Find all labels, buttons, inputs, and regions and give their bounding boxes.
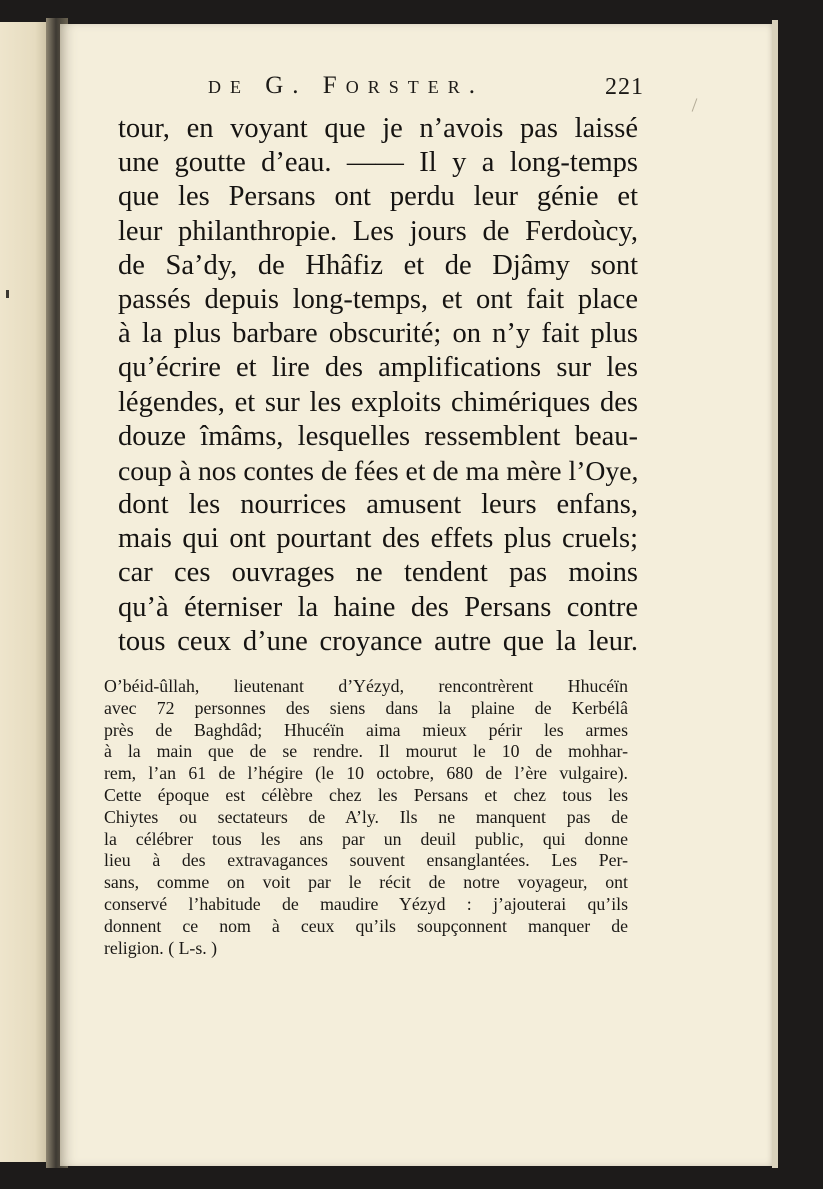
footnote-line: O’béid-ûllah, lieutenant d’Yézyd, rencontrèrent Hhucéïn [104,676,628,696]
footnote-line: avec 72 personnes des siens dans la plaine de Kerbélâ [104,697,628,718]
text-line: tous ceux d’une croyance autre que la leur. [118,625,638,657]
facing-page-edge [0,22,50,1162]
footnote-line: donnent ce nom à ceux qu’ils soupçonnent manquer de [104,915,628,936]
text-line: dont les nourrices amusent leurs enfans, [118,489,638,521]
text-line: leur philanthropie. Les jours de Ferdoùcy, [118,215,638,247]
footnote-line: sans, comme on voit par le récit de notre voyageur, ont [104,872,628,893]
text-line: passés depuis long-temps, et ont fait place [118,283,638,315]
stray-ink-mark [6,290,9,298]
footnote-line: la célébrer tous les ans par un deuil public, qui donne [104,828,628,849]
footnote-line: Chiytes ou sectateurs de A’ly. Ils ne manquent pas de [104,806,628,827]
page-edge-right [772,20,778,1168]
text-line: à la plus barbare obscurité; on n’y fait plus [118,318,638,350]
text-line: coup à nos contes de fées et de ma mère l’Oye, [118,454,639,486]
footnote-line: à la main que de se rendre. Il mourut le 10 de mohhar- [104,741,628,762]
page-number: 221 [605,74,644,100]
footnote-line: conservé l’habitude de maudire Yézyd : j’ajouterai qu’ils [104,893,628,914]
running-title: de G. Forster. [208,72,484,99]
main-text [118,112,638,659]
text-line: qu’à éterniser la haine des Persans contre [118,591,638,623]
page-header [208,72,644,108]
footnote-line: rem, l’an 61 de l’hégire (le 10 octobre, 680 de l’ère vulgaire). [104,763,628,784]
text-line: de Sa’dy, de Hhâfiz et de Djâmy sont [118,249,638,281]
text-line: car ces ouvrages ne tendent pas moins [118,557,638,589]
text-line: que les Persans ont perdu leur génie et [118,181,638,213]
text-line: légendes, et sur les exploits chimériques des [118,386,638,418]
footnote-line: Cette époque est célèbre chez les Persans et chez tous les [104,784,628,805]
footnote [104,676,628,959]
text-line: une goutte d’eau. —— Il y a long-temps [118,147,638,179]
footnote-line: près de Baghdâd; Hhucéïn aima mieux périr les armes [104,719,628,740]
footnote-line: lieu à des extravagances souvent ensanglantées. Les Per- [104,850,628,871]
text-line: qu’écrire et lire des amplifications sur les [118,352,638,384]
text-line: mais qui ont pourtant des effets plus cruels; [118,523,638,555]
text-line: douze îmâms, lesquelles ressemblent beau- [118,420,638,452]
footnote-line: religion. ( L-s. ) [104,937,218,958]
text-line: tour, en voyant que je n’avois pas laissé [118,113,638,144]
